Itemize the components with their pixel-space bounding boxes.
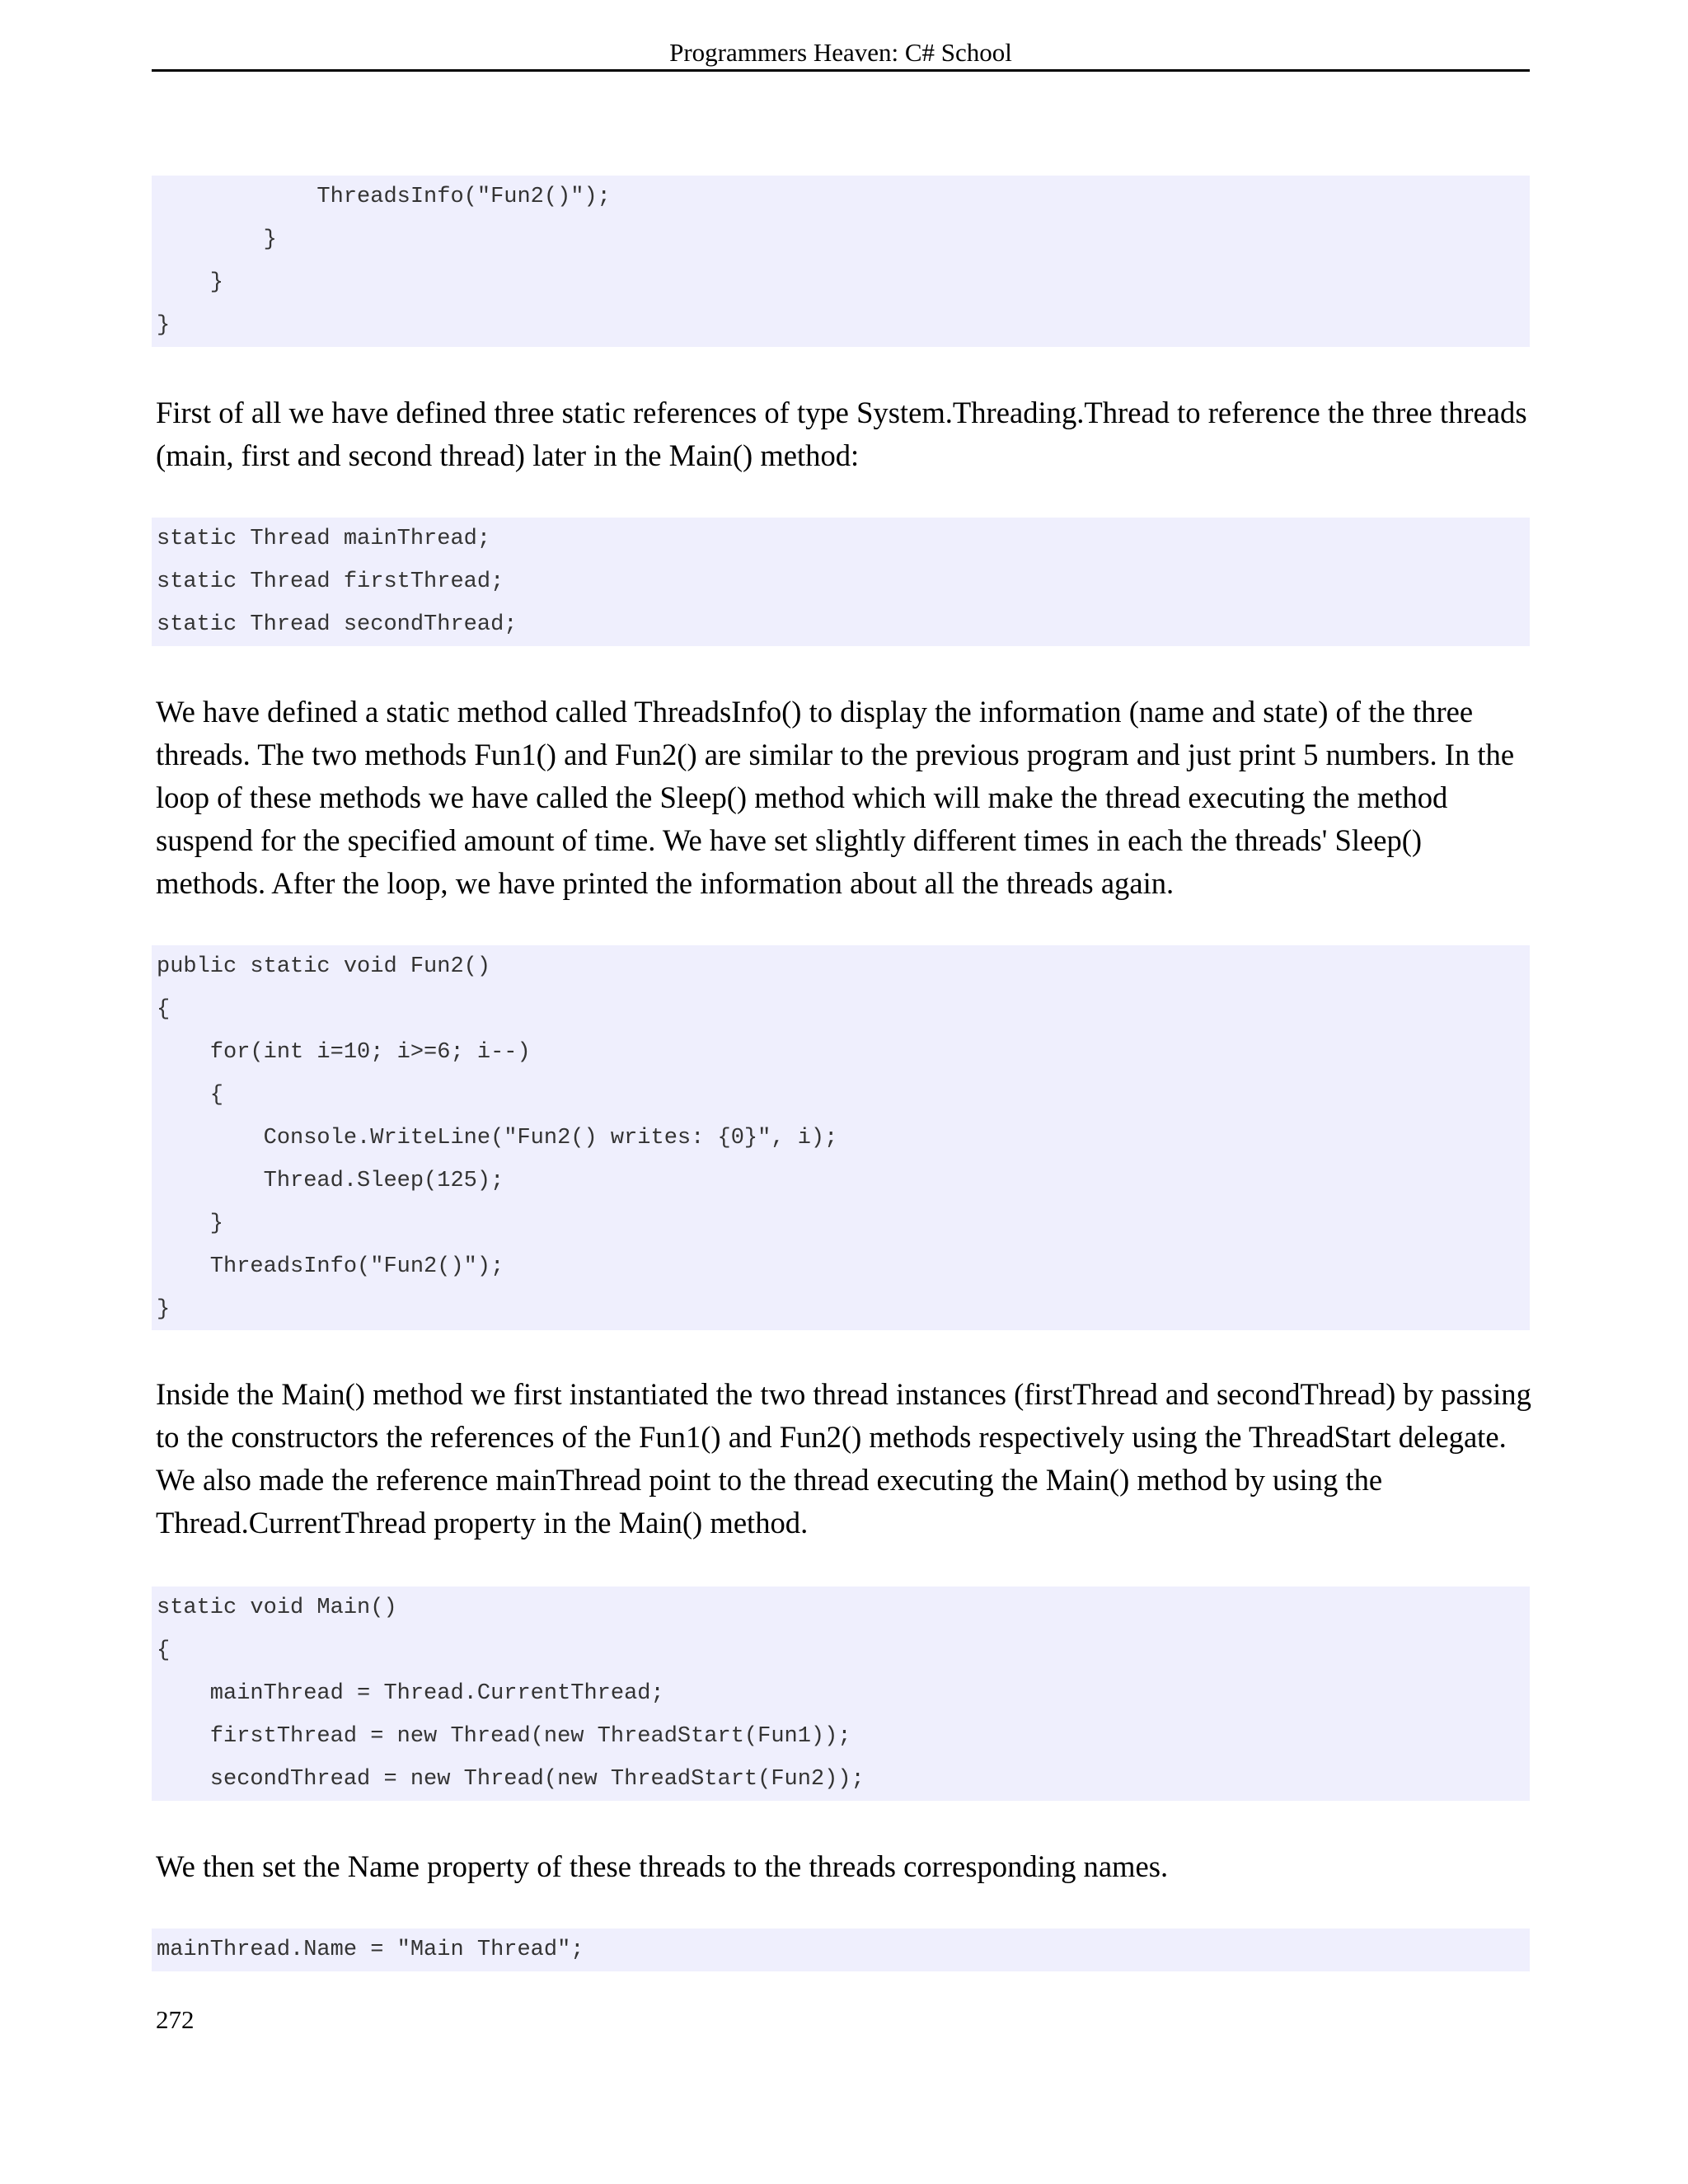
code-block-fun2-tail bbox=[152, 176, 1530, 347]
code-block-main bbox=[152, 1586, 1530, 1801]
page-number: 272 bbox=[156, 2005, 195, 2034]
paragraph-static-references: First of all we have defined three static references of type System.Threading.Thread to reference the three threads (main, first and second thread) later in the Main() method: bbox=[156, 396, 1527, 472]
code-line: } bbox=[157, 1297, 171, 1322]
code-line: ThreadsInfo("Fun2()"); bbox=[157, 185, 611, 209]
code-line: public static void Fun2() bbox=[157, 954, 491, 979]
code-line: } bbox=[157, 270, 224, 295]
code-line: firstThread = new Thread(new ThreadStart(Fun1)); bbox=[157, 1724, 851, 1749]
code-line: } bbox=[157, 1212, 224, 1236]
code-line: mainThread = Thread.CurrentThread; bbox=[157, 1681, 664, 1706]
code-line: static Thread secondThread; bbox=[157, 612, 518, 637]
code-line: ThreadsInfo("Fun2()"); bbox=[157, 1254, 504, 1279]
code-line: mainThread.Name = "Main Thread"; bbox=[157, 1938, 584, 1962]
code-line: } bbox=[157, 227, 277, 252]
code-line: } bbox=[157, 313, 171, 338]
paragraph-main-method: Inside the Main() method we first instantiated the two thread instances (firstThread and secondThread) by passing to the constructors the references of the Fun1() and Fun2() methods respectively using the ThreadStart delegate. We also made the reference mainThread point to the thread executing the Main() method by using the Thread.CurrentThread property in the Main() method. bbox=[156, 1377, 1531, 1540]
paragraph-threadsinfo: We have defined a static method called ThreadsInfo() to display the information (name and state) of the three threads. The two methods Fun1() and Fun2() are similar to the previous program and just print 5 numbers. In the loop of these methods we have called the Sleep() method which will make the thread executing the method suspend for the specified amount of time. We have set slightly different times in each the threads' Sleep() methods. After the loop, we have printed the information about all the threads again. bbox=[156, 695, 1515, 900]
code-line: static Thread mainThread; bbox=[157, 527, 491, 551]
code-line: Console.WriteLine("Fun2() writes: {0}", i); bbox=[157, 1126, 838, 1151]
code-line: static void Main() bbox=[157, 1596, 397, 1620]
code-line: { bbox=[157, 997, 171, 1022]
running-header: Programmers Heaven: C# School bbox=[152, 36, 1530, 72]
code-block-static-fields bbox=[152, 518, 1530, 646]
code-line: static Thread firstThread; bbox=[157, 569, 504, 594]
code-block-name-assignment bbox=[152, 1929, 1530, 1971]
paragraph-name-property: We then set the Name property of these threads to the threads corresponding names. bbox=[156, 1849, 1169, 1883]
code-line: { bbox=[157, 1638, 171, 1663]
code-line: Thread.Sleep(125); bbox=[157, 1169, 504, 1193]
code-line: { bbox=[157, 1083, 224, 1108]
code-line: for(int i=10; i>=6; i--) bbox=[157, 1040, 531, 1065]
code-block-fun2 bbox=[152, 945, 1530, 1330]
code-line: secondThread = new Thread(new ThreadStart(Fun2)); bbox=[157, 1767, 865, 1792]
